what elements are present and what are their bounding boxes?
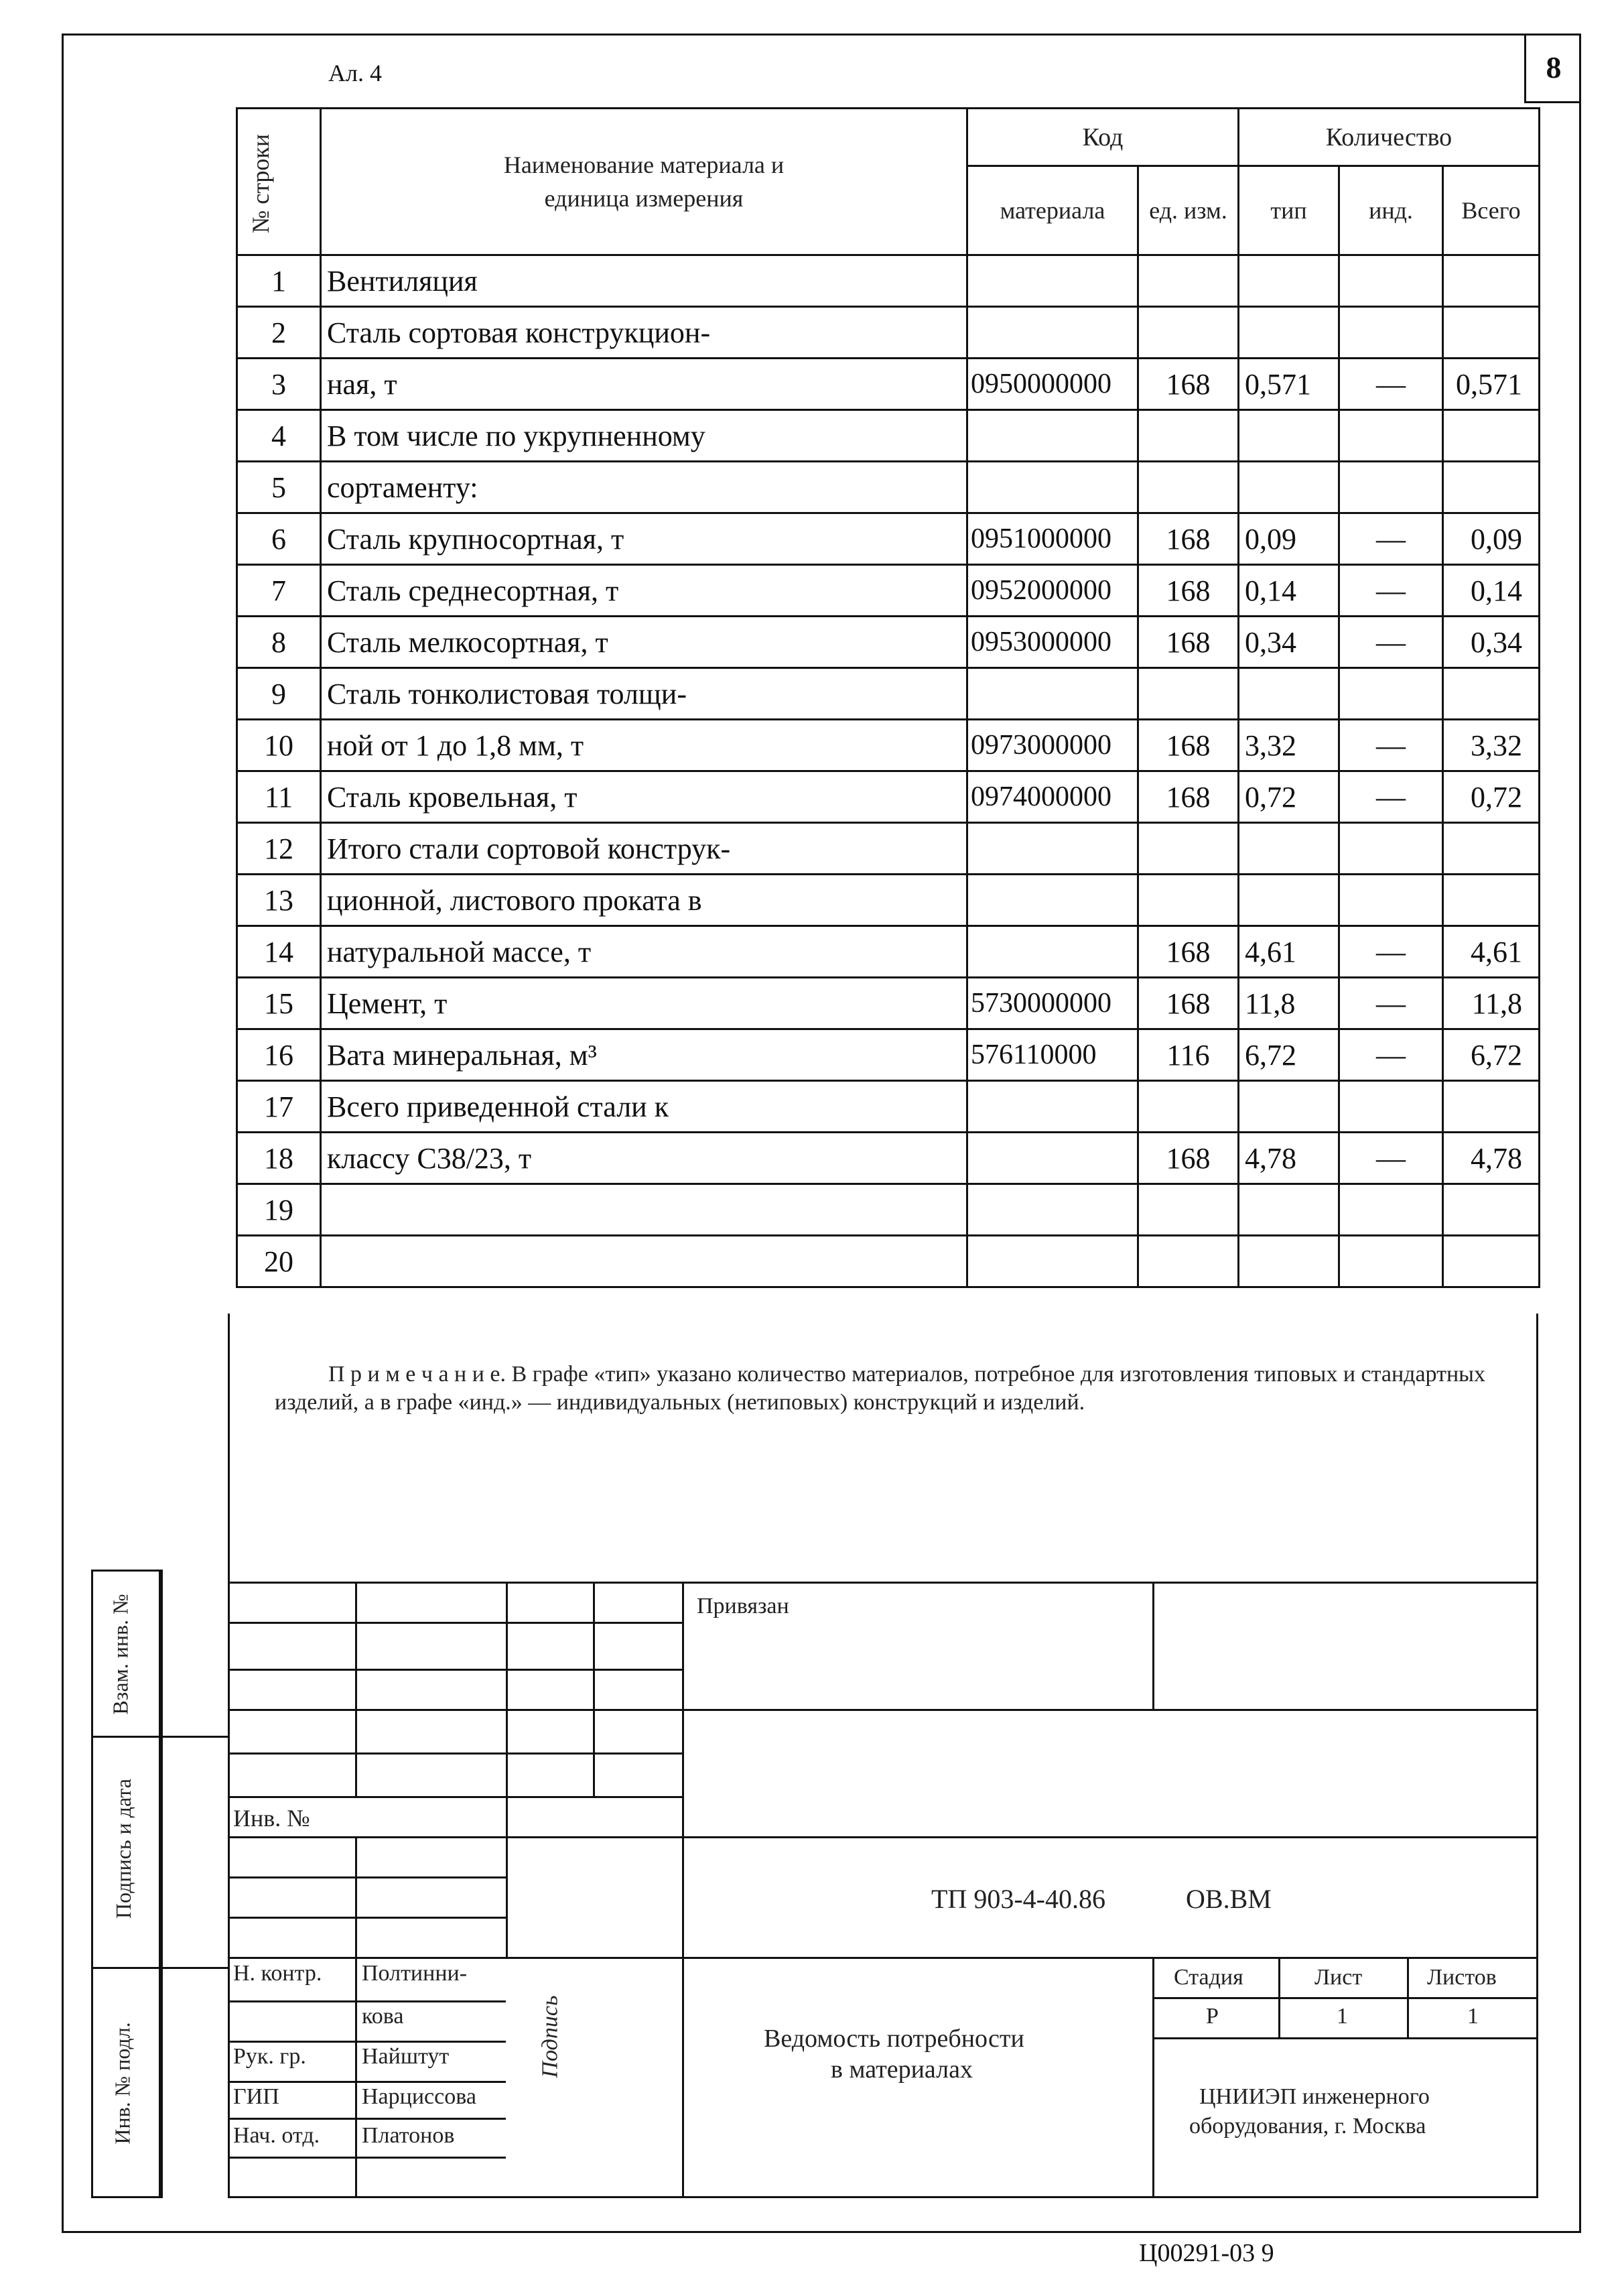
row-typ: 4,78 [1239, 1133, 1339, 1184]
stamp-person: кова [362, 2004, 404, 2029]
stamp-doc-code: ТП 903-4-40.86 [931, 1884, 1105, 1914]
table-row [237, 1133, 1540, 1184]
row-number: 18 [237, 1133, 321, 1184]
table-row [237, 462, 1540, 513]
header-row-no: № строки [237, 109, 321, 255]
row-typ [1239, 1184, 1339, 1236]
row-name: Сталь среднесортная, т [321, 565, 967, 617]
row-name: ной от 1 до 1,8 мм, т [321, 720, 967, 771]
row-number: 11 [237, 771, 321, 823]
table-row [237, 771, 1540, 823]
row-unit [1138, 1236, 1239, 1287]
row-name: сортаменту: [321, 462, 967, 513]
row-unit [1138, 668, 1239, 720]
row-name: Сталь тонколистовая толщи- [321, 668, 967, 720]
row-unit [1138, 255, 1239, 307]
row-number: 10 [237, 720, 321, 771]
row-code [967, 1133, 1138, 1184]
table-row [237, 875, 1540, 926]
row-name: Вата минеральная, м³ [321, 1029, 967, 1081]
row-typ: 0,571 [1239, 359, 1339, 410]
row-name: Сталь крупносортная, т [321, 513, 967, 565]
stamp-sheets-label: Листов [1427, 1965, 1497, 1990]
row-number: 12 [237, 823, 321, 875]
row-number: 8 [237, 617, 321, 668]
header-q-total: Всего [1443, 166, 1540, 255]
row-number: 20 [237, 1236, 321, 1287]
header-code: Код [967, 109, 1239, 166]
row-ind [1339, 1236, 1443, 1287]
header-code-material: материала [967, 166, 1138, 255]
table-row [237, 926, 1540, 978]
row-total: 3,32 [1443, 720, 1540, 771]
row-code: 0952000000 [967, 565, 1138, 617]
row-ind [1339, 255, 1443, 307]
row-name [321, 1236, 967, 1287]
materials-table [236, 107, 1540, 1288]
row-unit [1138, 823, 1239, 875]
row-name: Итого стали сортовой конструк- [321, 823, 967, 875]
row-number: 1 [237, 255, 321, 307]
stamp-person: Нарциссова [362, 2084, 476, 2109]
row-ind [1339, 1184, 1443, 1236]
stamp-person: Полтинни- [362, 1961, 468, 1986]
row-number: 16 [237, 1029, 321, 1081]
stamp-title-2: в материалах [831, 2055, 973, 2084]
row-code [967, 668, 1138, 720]
row-ind: — [1339, 513, 1443, 565]
row-unit [1138, 462, 1239, 513]
row-typ [1239, 410, 1339, 462]
stamp-inv-no: Инв. № [233, 1805, 310, 1832]
row-total [1443, 307, 1540, 359]
row-ind [1339, 462, 1443, 513]
row-total: 0,34 [1443, 617, 1540, 668]
row-unit [1138, 307, 1239, 359]
stamp-role: Нач. отд. [233, 2123, 320, 2148]
row-number: 13 [237, 875, 321, 926]
row-ind: — [1339, 617, 1443, 668]
row-ind [1339, 410, 1443, 462]
row-code: 0974000000 [967, 771, 1138, 823]
row-number: 14 [237, 926, 321, 978]
table-row [237, 1184, 1540, 1236]
row-ind [1339, 1081, 1443, 1133]
table-row [237, 720, 1540, 771]
header-name: Наименование материала и единица измерения [321, 109, 967, 255]
stamp-sheet-label: Лист [1314, 1965, 1363, 1990]
row-typ [1239, 462, 1339, 513]
row-unit: 168 [1138, 513, 1239, 565]
stamp-bound: Привязан [697, 1594, 789, 1618]
row-total: 0,09 [1443, 513, 1540, 565]
row-name [321, 1184, 967, 1236]
side-inv-orig: Инв. № подл. [110, 2022, 135, 2145]
row-total: 6,72 [1443, 1029, 1540, 1081]
row-number: 7 [237, 565, 321, 617]
stamp-role: Н. контр. [233, 1961, 322, 1986]
stamp-doc-mark: ОВ.ВМ [1186, 1884, 1272, 1914]
table-row [237, 513, 1540, 565]
stamp-person: Найштут [362, 2044, 450, 2069]
stamp-role: ГИП [233, 2084, 279, 2109]
row-number: 6 [237, 513, 321, 565]
row-total: 11,8 [1443, 978, 1540, 1029]
row-number: 3 [237, 359, 321, 410]
row-unit: 168 [1138, 720, 1239, 771]
table-row [237, 978, 1540, 1029]
table-row [237, 823, 1540, 875]
row-total [1443, 1236, 1540, 1287]
row-code [967, 1081, 1138, 1133]
stamp-stage-label: Стадия [1174, 1965, 1243, 1990]
row-code [967, 410, 1138, 462]
row-total [1443, 1184, 1540, 1236]
row-total: 0,14 [1443, 565, 1540, 617]
row-unit [1138, 410, 1239, 462]
side-replace-inv: Взам. инв. № [108, 1594, 133, 1715]
table-row [237, 410, 1540, 462]
row-ind [1339, 307, 1443, 359]
row-typ [1239, 668, 1339, 720]
table-row [237, 1029, 1540, 1081]
row-total: 0,571 [1443, 359, 1540, 410]
row-typ: 11,8 [1239, 978, 1339, 1029]
row-typ: 4,61 [1239, 926, 1339, 978]
stamp-stage: Р [1206, 2004, 1219, 2029]
stamp-signature: Подпись [537, 1995, 563, 2078]
row-name: Всего приведенной стали к [321, 1081, 967, 1133]
row-typ: 0,34 [1239, 617, 1339, 668]
row-code: 0950000000 [967, 359, 1138, 410]
row-name: Сталь мелкосортная, т [321, 617, 967, 668]
row-name: натуральной массе, т [321, 926, 967, 978]
row-name: классу С38/23, т [321, 1133, 967, 1184]
row-total [1443, 255, 1540, 307]
row-typ [1239, 823, 1339, 875]
row-typ: 6,72 [1239, 1029, 1339, 1081]
table-row [237, 1236, 1540, 1287]
row-typ [1239, 255, 1339, 307]
row-name: В том числе по укрупненному [321, 410, 967, 462]
row-typ [1239, 307, 1339, 359]
row-ind: — [1339, 978, 1443, 1029]
row-typ: 3,32 [1239, 720, 1339, 771]
table-row [237, 307, 1540, 359]
row-total [1443, 410, 1540, 462]
table-row [237, 1081, 1540, 1133]
row-ind [1339, 668, 1443, 720]
row-typ [1239, 875, 1339, 926]
row-code [967, 307, 1138, 359]
row-ind: — [1339, 1133, 1443, 1184]
row-code: 0951000000 [967, 513, 1138, 565]
row-number: 19 [237, 1184, 321, 1236]
note-area [228, 1314, 1538, 1582]
row-code [967, 823, 1138, 875]
row-unit [1138, 1081, 1239, 1133]
row-name: Сталь кровельная, т [321, 771, 967, 823]
sheet-number: 8 [1524, 34, 1581, 103]
row-name: Цемент, т [321, 978, 967, 1029]
row-code [967, 255, 1138, 307]
row-name: ная, т [321, 359, 967, 410]
row-code [967, 875, 1138, 926]
row-total: 0,72 [1443, 771, 1540, 823]
note-text: П р и м е ч а н и е. В графе «тип» указано количество материалов, потребное для изготовления типовых и стандартных изделий, а в графе «инд.» — индивидуальных (нетиповых) конструкций и изделий. [275, 1362, 1486, 1415]
row-typ: 0,14 [1239, 565, 1339, 617]
row-number: 4 [237, 410, 321, 462]
row-unit: 168 [1138, 926, 1239, 978]
stamp-sheets: 1 [1467, 2004, 1479, 2029]
stamp-org-1: ЦНИИЭП инженерного [1199, 2084, 1430, 2109]
row-total [1443, 823, 1540, 875]
row-total: 4,78 [1443, 1133, 1540, 1184]
row-ind: — [1339, 926, 1443, 978]
row-number: 5 [237, 462, 321, 513]
row-unit: 168 [1138, 617, 1239, 668]
row-name: ционной, листового проката в [321, 875, 967, 926]
album-label: Ал. 4 [328, 60, 382, 86]
row-typ [1239, 1236, 1339, 1287]
row-unit: 168 [1138, 978, 1239, 1029]
row-ind [1339, 823, 1443, 875]
row-unit: 168 [1138, 771, 1239, 823]
row-name: Сталь сортовая конструкцион- [321, 307, 967, 359]
row-code [967, 462, 1138, 513]
table-row [237, 668, 1540, 720]
row-total [1443, 668, 1540, 720]
row-ind: — [1339, 720, 1443, 771]
row-code: 576110000 [967, 1029, 1138, 1081]
table-row [237, 359, 1540, 410]
table-row [237, 617, 1540, 668]
side-sign-date: Подпись и дата [111, 1779, 135, 1919]
row-number: 15 [237, 978, 321, 1029]
stamp-person: Платонов [362, 2123, 455, 2148]
row-ind: — [1339, 565, 1443, 617]
stamp-sheet: 1 [1337, 2004, 1348, 2029]
row-name: Вентиляция [321, 255, 967, 307]
row-code: 5730000000 [967, 978, 1138, 1029]
row-number: 2 [237, 307, 321, 359]
row-total: 4,61 [1443, 926, 1540, 978]
row-typ: 0,09 [1239, 513, 1339, 565]
header-code-unit: ед. изм. [1138, 166, 1239, 255]
stamp-org-2: оборудования, г. Москва [1189, 2114, 1426, 2139]
table-row [237, 565, 1540, 617]
row-total [1443, 875, 1540, 926]
row-ind: — [1339, 771, 1443, 823]
row-ind [1339, 875, 1443, 926]
header-q-ind: инд. [1339, 166, 1443, 255]
stamp-title-1: Ведомость потребности [764, 2025, 1024, 2053]
row-code [967, 1184, 1138, 1236]
table-row [237, 255, 1540, 307]
row-number: 17 [237, 1081, 321, 1133]
footer-code: Ц00291-03 9 [1139, 2239, 1274, 2267]
row-ind: — [1339, 1029, 1443, 1081]
row-typ: 0,72 [1239, 771, 1339, 823]
row-code [967, 1236, 1138, 1287]
row-ind: — [1339, 359, 1443, 410]
row-typ [1239, 1081, 1339, 1133]
row-code: 0973000000 [967, 720, 1138, 771]
stamp-role: Рук. гр. [233, 2044, 306, 2069]
row-total [1443, 462, 1540, 513]
row-total [1443, 1081, 1540, 1133]
header-quantity: Количество [1239, 109, 1540, 166]
row-unit [1138, 1184, 1239, 1236]
row-unit: 168 [1138, 565, 1239, 617]
row-code [967, 926, 1138, 978]
row-number: 9 [237, 668, 321, 720]
row-unit: 116 [1138, 1029, 1239, 1081]
row-code: 0953000000 [967, 617, 1138, 668]
row-unit: 168 [1138, 359, 1239, 410]
header-q-typ: тип [1239, 166, 1339, 255]
row-unit: 168 [1138, 1133, 1239, 1184]
row-unit [1138, 875, 1239, 926]
